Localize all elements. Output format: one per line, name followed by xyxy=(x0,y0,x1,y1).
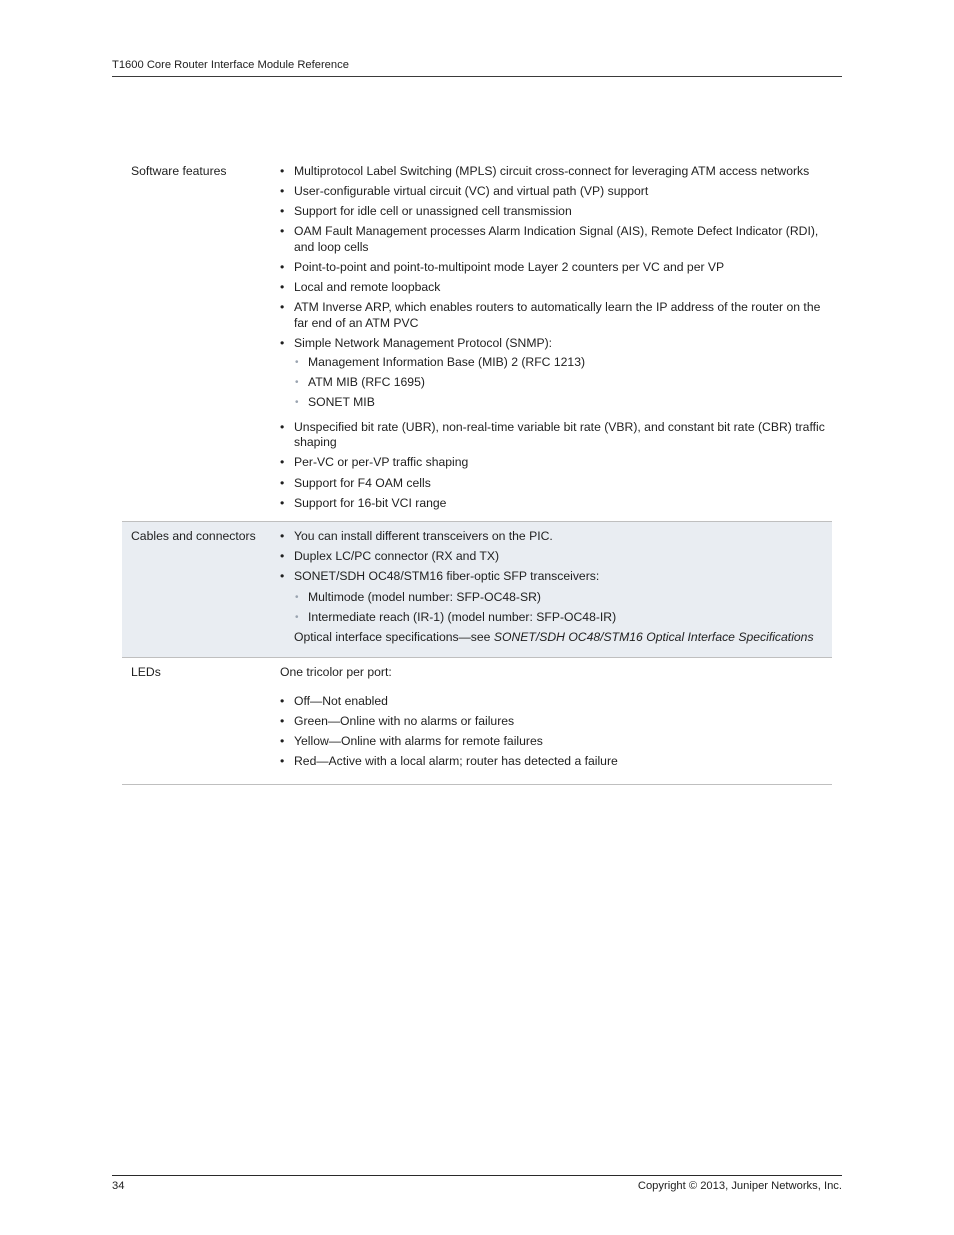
row-label: Software features xyxy=(131,164,227,178)
list-item-snmp xyxy=(280,336,826,411)
list-item: • Unspecified bit rate (UBR), non-real-time variable bit rate (VBR), and constant bit rate (CBR) traffic shaping xyxy=(280,420,826,451)
list-item-sfp xyxy=(280,569,826,625)
page-footer xyxy=(112,1175,842,1192)
software-features-row xyxy=(122,160,832,522)
list-item: • Support for F4 OAM cells xyxy=(280,476,826,492)
list-item: • Green—Online with no alarms or failures xyxy=(280,714,826,730)
row-label: Cables and connectors xyxy=(131,529,256,544)
list-item: • Red—Active with a local alarm; router has detected a failure xyxy=(280,754,826,770)
page-header xyxy=(112,58,842,77)
optical-spec-link[interactable]: SONET/SDH OC48/STM16 Optical Interface Specifications xyxy=(493,630,814,644)
list-item: • You can install different transceivers on the PIC. xyxy=(280,529,826,545)
note-text: Optical interface specifications—see xyxy=(294,630,494,644)
list-item-text: Simple Network Management Protocol (SNMP): xyxy=(294,335,553,350)
list-item: • Duplex LC/PC connector (RX and TX) xyxy=(280,549,826,565)
sub-list-item: • Intermediate reach (IR-1) (model number: SFP-OC48-IR) xyxy=(294,610,826,626)
copyright-notice: Copyright © 2013, Juniper Networks, Inc. xyxy=(637,1180,842,1192)
snmp-sub-list xyxy=(294,355,826,411)
list-item: • Support for 16-bit VCI range xyxy=(280,496,826,512)
specifications-table xyxy=(122,160,832,785)
sub-list-item: • SONET MIB xyxy=(294,395,826,411)
leds-row xyxy=(122,658,832,786)
sub-list-item: • Multimode (model number: SFP-OC48-SR) xyxy=(294,590,826,606)
list-item: • OAM Fault Management processes Alarm Indication Signal (AIS), Remote Defect Indicator (RDI), and loop cells xyxy=(280,224,826,255)
row-label: LEDs xyxy=(131,664,161,679)
software-features-list xyxy=(280,164,826,511)
leds-list xyxy=(280,694,826,770)
sfp-sub-list xyxy=(294,590,826,626)
row-content xyxy=(280,665,832,775)
list-item: • ATM Inverse ARP, which enables routers to automatically learn the IP address of the router on the far end of an ATM PVC xyxy=(280,300,826,331)
row-content xyxy=(280,164,832,511)
cables-connectors-row xyxy=(122,522,832,657)
list-item: • Per-VC or per-VP traffic shaping xyxy=(280,455,826,471)
list-item: • Multiprotocol Label Switching (MPLS) circuit cross-connect for leveraging ATM access networks xyxy=(280,164,826,180)
list-item: • Off—Not enabled xyxy=(280,694,826,710)
list-item: • Point-to-point and point-to-multipoint mode Layer 2 counters per VC and per VP xyxy=(280,260,826,276)
sub-list-item: • ATM MIB (RFC 1695) xyxy=(294,375,826,391)
sub-list-item: • Management Information Base (MIB) 2 (RFC 1213) xyxy=(294,355,826,371)
list-item: • Local and remote loopback xyxy=(280,280,826,296)
row-content xyxy=(280,529,832,645)
page-number: 34 xyxy=(112,1180,125,1192)
optical-spec-note xyxy=(280,630,826,646)
list-item-text: SONET/SDH OC48/STM16 fiber-optic SFP transceivers: xyxy=(294,569,600,584)
list-item: • Yellow—Online with alarms for remote failures xyxy=(280,734,826,750)
document-title: T1600 Core Router Interface Module Reference xyxy=(112,59,349,71)
leds-intro: One tricolor per port: xyxy=(280,664,392,679)
list-item: • User-configurable virtual circuit (VC) and virtual path (VP) support xyxy=(280,184,826,200)
list-item: • Support for idle cell or unassigned cell transmission xyxy=(280,204,826,220)
cables-list xyxy=(280,529,826,625)
